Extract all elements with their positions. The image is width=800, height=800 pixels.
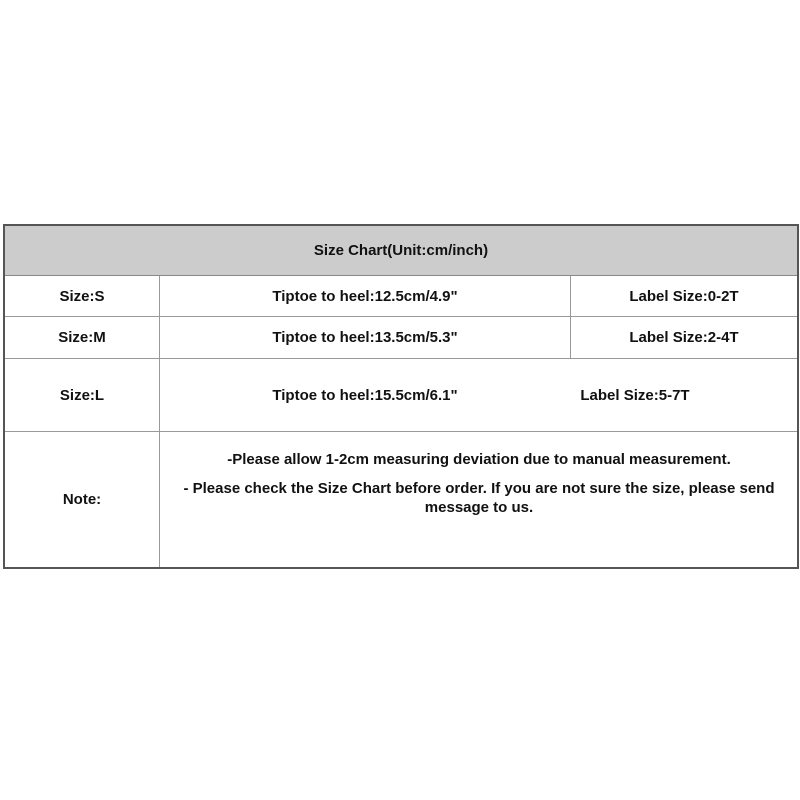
row-m-size: Size:M: [58, 329, 106, 346]
row-s-label-size: Label Size:0-2T: [629, 287, 739, 305]
note-line-2: - Please check the Size Chart before order. If you are not sure the size, please send message to us.: [183, 480, 775, 516]
row-l-label-size: Label Size:5-7T: [580, 386, 690, 404]
note-line-1: -Please allow 1-2cm measuring deviation due to manual measurement.: [227, 451, 731, 468]
row-s-length: Tiptoe to heel:12.5cm/4.9": [272, 287, 458, 305]
row-l-length: Tiptoe to heel:15.5cm/6.1": [272, 386, 458, 404]
row-m-length: Tiptoe to heel:13.5cm/5.3": [272, 329, 458, 346]
row-l-size: Size:L: [59, 386, 105, 404]
size-chart-table: [3, 224, 799, 569]
note-label: Note:: [62, 491, 102, 508]
table-title: Size Chart(Unit:cm/inch): [5, 226, 797, 276]
row-s-size: Size:S: [59, 287, 105, 305]
note-content: [161, 432, 797, 567]
row-m-label-size: Label Size:2-4T: [629, 329, 739, 346]
